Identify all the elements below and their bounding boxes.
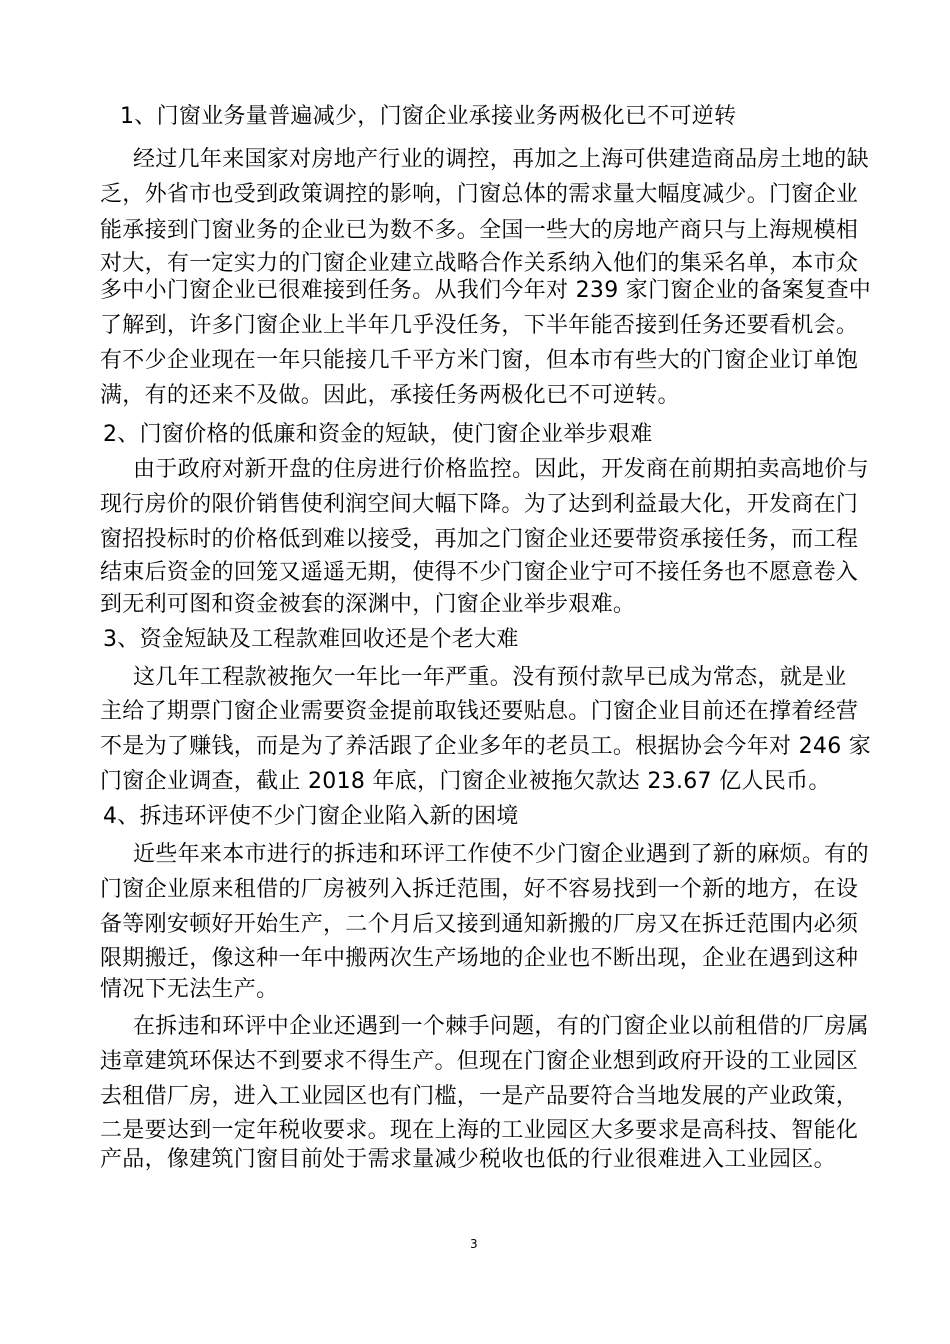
paragraph-line: 二是要达到一定年税收要求。现在上海的工业园区大多要求是高科技、智能化	[100, 1118, 859, 1143]
paragraph-line: 有不少企业现在一年只能接几千平方米门窗，但本市有些大的门窗企业订单饱	[100, 348, 859, 373]
paragraph-line: 由于政府对新开盘的住房进行价格监控。因此，开发商在前期拍卖高地价与	[133, 457, 869, 482]
paragraph-line: 结束后资金的回笼又遥遥无期，使得不少门窗企业宁可不接任务也不愿意卷入	[100, 560, 859, 585]
paragraph-line: 备等刚安顿好开始生产，二个月后又接到通知新搬的厂房又在拆迁范围内必须	[100, 912, 859, 937]
paragraph-line: 不是为了赚钱，而是为了养活跟了企业多年的老员工。根据协会今年对 246 家	[100, 734, 872, 759]
section-heading: 4、拆违环评使不少门窗企业陷入新的困境	[103, 804, 519, 829]
paragraph-line: 违章建筑环保达不到要求不得生产。但现在门窗企业想到政府开设的工业园区	[100, 1049, 859, 1074]
page-number: 3	[470, 1237, 478, 1251]
paragraph-line: 去租借厂房，进入工业园区也有门槛，一是产品要符合当地发展的产业政策，	[100, 1084, 859, 1109]
paragraph-line: 能承接到门窗业务的企业已为数不多。全国一些大的房地产商只与上海规模相	[100, 218, 859, 243]
section-heading: 2、门窗价格的低廉和资金的短缺，使门窗企业举步艰难	[103, 422, 653, 447]
paragraph-line: 限期搬迁，像这种一年中搬两次生产场地的企业也不断出现，企业在遇到这种	[100, 946, 859, 971]
paragraph-line: 窗招投标时的价格低到难以接受，再加之门窗企业还要带资承接任务，而工程	[100, 527, 859, 552]
paragraph-line: 主给了期票门窗企业需要资金提前取钱还要贴息。门窗企业目前还在撑着经营	[100, 699, 859, 724]
paragraph-line: 多中小门窗企业已很难接到任务。从我们今年对 239 家门窗企业的备案复查中	[100, 278, 872, 303]
paragraph-line: 满，有的还来不及做。因此，承接任务两极化已不可逆转。	[100, 383, 680, 408]
paragraph-line: 情况下无法生产。	[100, 977, 279, 1002]
paragraph-line: 产品，像建筑门窗目前处于需求量减少税收也低的行业很难进入工业园区。	[100, 1147, 836, 1172]
paragraph-line: 到无利可图和资金被套的深渊中，门窗企业举步艰难。	[100, 592, 636, 617]
paragraph-line: 现行房价的限价销售使利润空间大幅下降。为了达到利益最大化，开发商在门	[100, 492, 859, 517]
section-heading: 3、资金短缺及工程款难回收还是个老大难	[103, 627, 519, 652]
paragraph-line: 乏，外省市也受到政策调控的影响，门窗总体的需求量大幅度减少。门窗企业	[100, 182, 859, 207]
paragraph-line: 近些年来本市进行的拆违和环评工作使不少门窗企业遇到了新的麻烦。有的	[133, 842, 869, 867]
paragraph-line: 门窗企业原来租借的厂房被列入拆迁范围，好不容易找到一个新的地方，在设	[100, 877, 859, 902]
paragraph-line: 经过几年来国家对房地产行业的调控，再加之上海可供建造商品房土地的缺	[133, 147, 869, 172]
paragraph-line: 门窗企业调查，截止 2018 年底，门窗企业被拖欠款达 23.67 亿人民币。	[100, 769, 831, 794]
paragraph-line: 在拆违和环评中企业还遇到一个棘手问题，有的门窗企业以前租借的厂房属	[133, 1014, 869, 1039]
section-heading: 1、门窗业务量普遍减少，门窗企业承接业务两极化已不可逆转	[120, 104, 737, 129]
paragraph-line: 对大，有一定实力的门窗企业建立战略合作关系纳入他们的集采名单，本市众	[100, 251, 859, 276]
paragraph-line: 了解到，许多门窗企业上半年几乎没任务，下半年能否接到任务还要看机会。	[100, 313, 859, 338]
paragraph-line: 这几年工程款被拖欠一年比一年严重。没有预付款早已成为常态，就是业	[133, 665, 847, 690]
